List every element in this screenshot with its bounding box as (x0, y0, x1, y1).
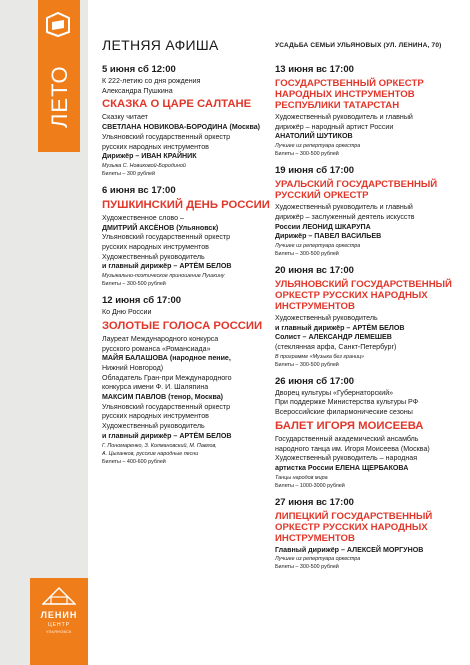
event-block (275, 165, 465, 259)
program-note: Лучшее из репертуара оркестра (275, 242, 361, 249)
event-detail-line: русских народных инструментов (102, 412, 209, 421)
program-note: Лучшее из репертуара оркестра (275, 556, 361, 563)
ticket-price: Билеты – 300-500 рублей (275, 151, 339, 158)
lenin-center-logo (30, 578, 88, 665)
venue-label: УСАДЬБА СЕМЬИ УЛЬЯНОВЫХ (УЛ. ЛЕНИНА, 70) (275, 42, 442, 49)
event-title: УЛЬЯНОВСКИЙ ГОСУДАРСТВЕННЫЙ ОРКЕСТР РУССКИХ НАРОДНЫХ ИНСТРУМЕНТОВ (275, 278, 452, 312)
program-note: Танцы народов мира (275, 474, 328, 481)
event-detail-line: русских народных инструментов (102, 243, 209, 252)
event-block (102, 295, 272, 466)
event-detail-line: Художественный руководитель (102, 252, 205, 261)
ticket-price: Билеты – 300-500 рублей (102, 281, 166, 288)
logo-subtitle: ЦЕНТР (47, 622, 71, 628)
logo-city: УЛЬЯНОВСК (46, 630, 72, 634)
event-title: БАЛЕТ ИГОРЯ МОИСЕЕВА (275, 419, 424, 432)
event-detail-line: Ульяновский государственный оркестр (102, 132, 231, 141)
event-detail-line: Солист – АЛЕКСАНДР ЛЕМЕШЕВ (275, 333, 392, 342)
event-detail-line: конкурса имени Ф. И. Шаляпина (102, 383, 209, 392)
season-label: ЛЕТО (47, 65, 72, 129)
ticket-price: Билеты – 300-500 рублей (275, 564, 339, 571)
event-title: ПУШКИНСКИЙ ДЕНЬ РОССИИ (102, 198, 270, 211)
event-intro-line: Ко Дню России (102, 308, 152, 317)
ticket-price: Билеты – 300-500 рублей (275, 250, 339, 257)
ticket-price: Билеты – 1000-3000 рублей (275, 482, 345, 489)
event-detail-line: и главный дирижёр – АРТЁМ БЕЛОВ (102, 431, 232, 440)
event-title: ГОСУДАРСТВЕННЫЙ ОРКЕСТР НАРОДНЫХ ИНСТРУМЕНТОВ РЕСПУБЛИКИ ТАТАРСТАН (275, 78, 424, 111)
event-detail-line: народного танца им. Игоря Моисеева (Москва) (275, 444, 430, 453)
season-banner (38, 0, 80, 152)
event-detail-line: Государственный академический ансамбль (275, 434, 419, 443)
event-detail-line: Художественный руководитель (275, 313, 378, 322)
event-detail-line: дирижёр – заслуженный деятель искусств (275, 212, 415, 221)
event-date: 26 июня сб 17:00 (275, 375, 355, 387)
event-intro-line: При поддержке Министерства культуры РФ (275, 398, 419, 407)
event-detail-line: МАЙЯ БАЛАШОВА (народное пение, (102, 354, 231, 363)
event-detail-line: Художественный руководитель и главный (275, 113, 413, 121)
page-title: ЛЕТНЯЯ АФИША (102, 37, 219, 53)
event-date: 13 июня вс 17:00 (275, 64, 354, 75)
event-detail-line: русских народных инструментов (102, 142, 209, 151)
event-detail-line: России ЛЕОНИД ШКАРУПА (275, 222, 371, 231)
ticket-price: Билеты – 300-500 рублей (275, 361, 339, 368)
program-note: Лучшее из репертуара оркестра (275, 143, 361, 150)
event-detail-line: Сказку читает (102, 113, 148, 122)
event-date: 6 июня вс 17:00 (102, 184, 176, 196)
program-note: Музыка С. Новиковой-Бородиной (102, 162, 186, 169)
right-column (275, 64, 465, 578)
event-block (275, 497, 465, 573)
event-block (102, 64, 272, 179)
event-title: ЛИПЕЦКИЙ ГОСУДАРСТВЕННЫЙ ОРКЕСТР РУССКИХ НАРОДНЫХ ИНСТРУМЕНТОВ (275, 510, 433, 544)
building-logo-icon (42, 586, 76, 606)
event-block (275, 265, 465, 370)
event-title: СКАЗКА О ЦАРЕ САЛТАНЕ (102, 98, 252, 111)
event-detail-line: Обладатель Гран-при Международного (102, 373, 232, 382)
event-detail-line: и главный дирижёр – АРТЁМ БЕЛОВ (102, 262, 232, 271)
event-date: 12 июня сб 17:00 (102, 295, 182, 307)
sidebar (0, 0, 88, 665)
event-detail-line: артистка России ЕЛЕНА ЩЕРБАКОВА (275, 463, 409, 472)
event-title: УРАЛЬСКИЙ ГОСУДАРСТВЕННЫЙ РУССКИЙ ОРКЕСТР (275, 179, 438, 202)
event-date: 5 июня сб 12:00 (102, 64, 176, 75)
event-intro-line: Всероссийские филармонические сезоны (275, 408, 413, 417)
event-date: 27 июня вс 17:00 (275, 496, 354, 508)
event-block (102, 185, 272, 289)
program-note: А. Цыганков, русские народные песни (102, 450, 199, 457)
event-title: ЗОЛОТЫЕ ГОЛОСА РОССИИ (102, 319, 263, 332)
event-detail-line: АНАТОЛИЙ ШУТИКОВ (275, 132, 353, 141)
ticket-price: Билеты – 300 рублей (102, 170, 156, 177)
event-detail-line: дирижёр – народный артист России (275, 122, 394, 131)
event-date: 20 июня вс 17:00 (275, 264, 354, 276)
event-date: 19 июня сб 17:00 (275, 165, 355, 177)
event-detail-line: русского романса «Романсиада» (102, 344, 211, 353)
event-detail-line: Художественный руководитель и главный (275, 203, 413, 212)
event-detail-line: Лауреат Международного конкурса (102, 334, 219, 343)
event-detail-line: Художественный руководитель – народная (275, 454, 418, 463)
program-note: В программе «Музыка без границ» (275, 353, 365, 360)
event-detail-line: СВЕТЛАНА НОВИКОВА-БОРОДИНА (Москва) (102, 123, 261, 132)
theater-emblem-icon (44, 10, 72, 38)
event-detail-line: Дирижёр – ИВАН КРАЙНИК (102, 152, 197, 161)
program-note: Музыкально-поэтическое приношение Пушкину (102, 273, 225, 280)
event-intro-line: Александра Пушкина (102, 86, 173, 95)
event-detail-line: Дирижёр – ПАВЕЛ ВАСИЛЬЕВ (275, 232, 382, 241)
event-block (275, 64, 465, 159)
ticket-price: Билеты – 400-600 рублей (102, 458, 166, 465)
event-intro-line: Дворец культуры «Губернаторский» (275, 388, 394, 397)
left-column (102, 64, 272, 473)
event-detail-line: Ульяновский государственный оркестр (102, 233, 231, 242)
event-detail-line: и главный дирижёр – АРТЁМ БЕЛОВ (275, 323, 405, 332)
event-detail-line: Главный дирижёр – АЛЕКСЕЙ МОРГУНОВ (275, 545, 424, 554)
event-block (275, 376, 465, 491)
event-detail-line: МАКСИМ ПАВЛОВ (тенор, Москва) (102, 393, 224, 402)
event-detail-line: (стеклянная арфа, Санкт-Петербург) (275, 343, 397, 352)
event-detail-line: Нижний Новгород) (102, 363, 164, 372)
event-detail-line: Художественное слово – (102, 213, 184, 222)
program-note: Г. Пономаренко, З. Колмановский, М. Павлов, (102, 442, 217, 449)
event-intro-line: К 222-летию со дня рождения (102, 77, 201, 85)
event-detail-line: Художественный руководитель (102, 422, 205, 431)
logo-title: ЛЕНИН (40, 610, 78, 620)
event-detail-line: ДМИТРИЙ АКСЁНОВ (Ульяновск) (102, 223, 219, 232)
event-detail-line: Ульяновский государственный оркестр (102, 402, 231, 411)
